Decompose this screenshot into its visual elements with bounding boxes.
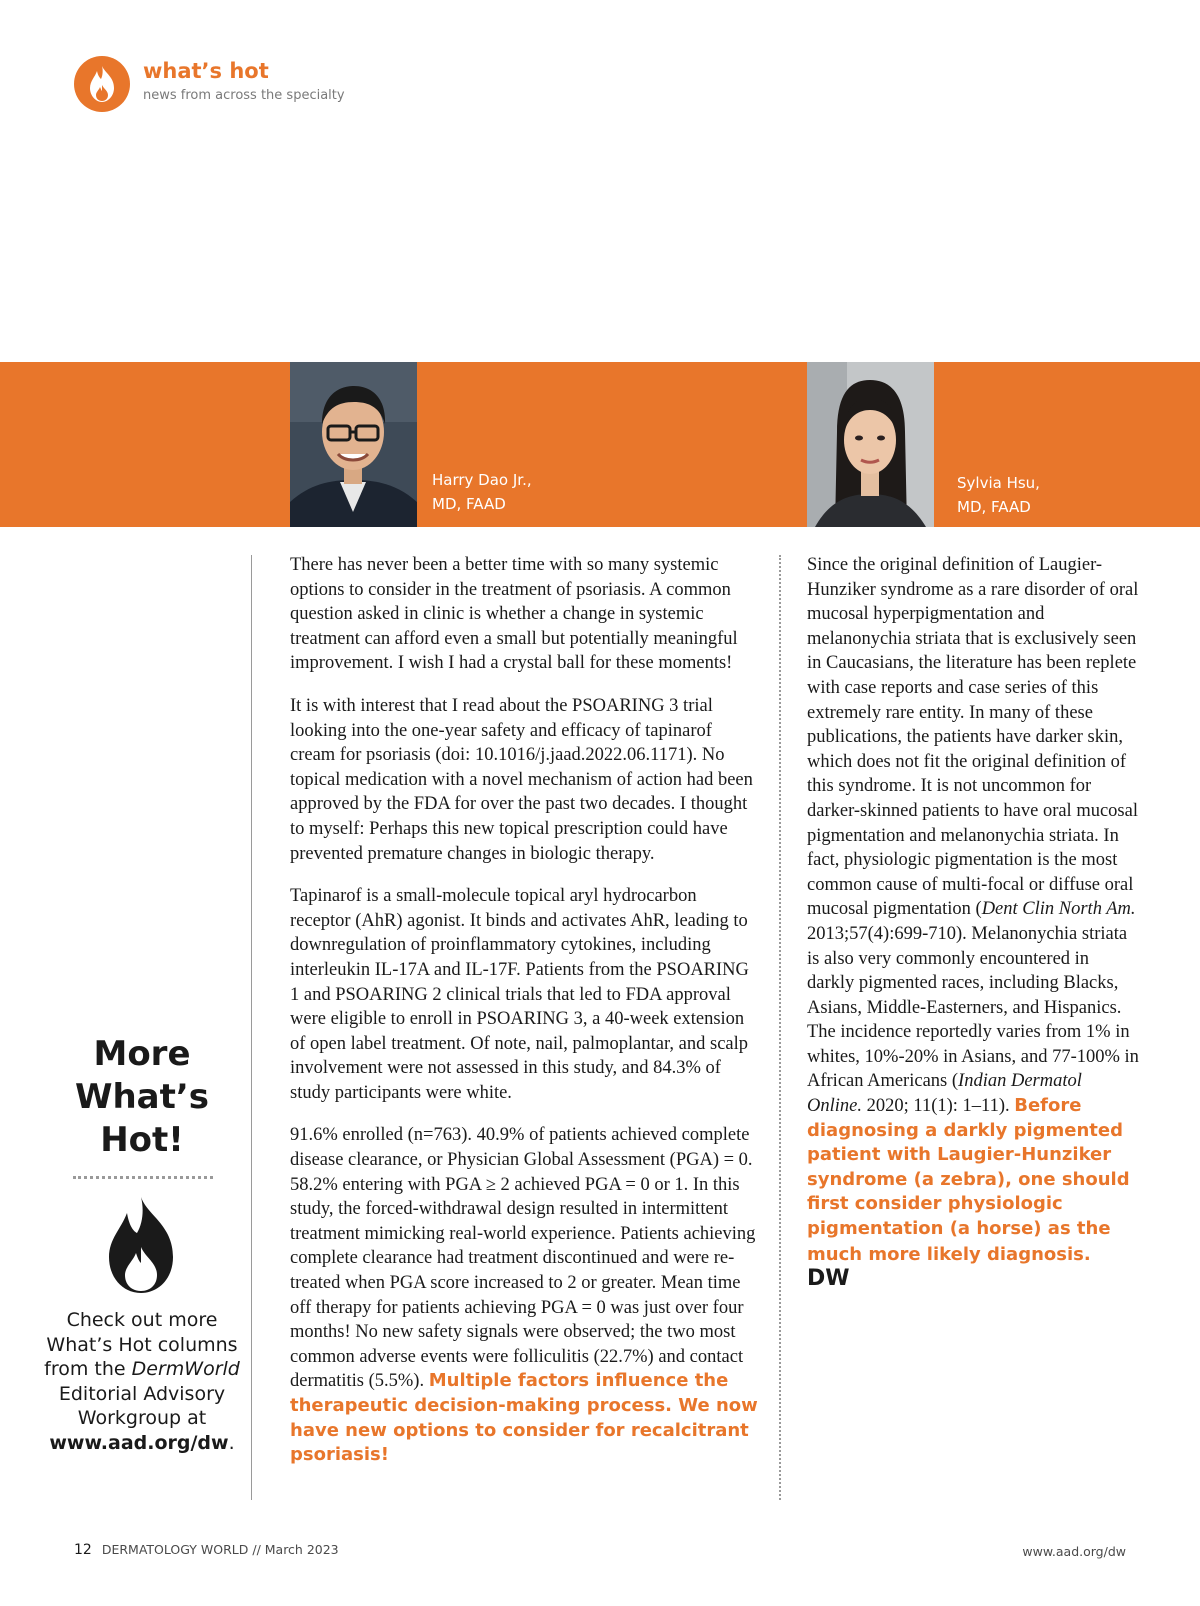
highlight-text: Before diagnosing a darkly pigmented patient with Laugier-Hunziker syndrome (a zebra), one should first consider physiologic pigmentation (a horse) as the much more likely diagnosis. [807,1095,1130,1265]
column-divider [779,555,781,1500]
sidebar-divider [251,555,252,1500]
flame-logo-icon [74,56,130,112]
author-name-line: Harry Dao Jr., [432,471,532,489]
dotted-rule [73,1176,213,1179]
author-photo-dao [290,362,417,527]
citation: Indian Dermatol Online. [807,1071,1082,1117]
article-column-dao [290,553,758,1486]
page-number: 12 [74,1542,92,1558]
paragraph: Since the original definition of Laugier-Hunziker syndrome as a rare disorder of oral mucosal hyperpigmentation and melanonychia striata that is exclusively seen in Caucasians, the literature has been replete with case reports and case series of this extremely rare entity. In many of these publications, the patients have darker skin, which does not fit the original definition of this syndrome. It is not uncommon for darker-skinned patients to have oral mucosal pigmentation and melanonychia striata. In fact, physiologic pigmentation is the most common cause of multi-focal or diffuse oral mucosal pigmentation (Dent Clin North Am. 2013;57(4):699-710). Melanonychia striata is also very commonly encountered in darkly pigmented races, including Blacks, Asians, Middle-Easterners, and Hispanics. The incidence reportedly varies from 1% in whites, 10%-20% in Asians, and 77-100% in African Americans (Indian Dermatol Online. 2020; 11(1): 1–11). Before diagnosing a darkly pigmented patient with Laugier-Hunziker syndrome (a zebra), one should first consider physiologic pigmentation (a horse) as the much more likely diagnosis. DW [807,555,1139,1292]
sidebar-title-line: What’s [74,1077,210,1117]
author-photo-hsu [807,362,934,527]
article-column-hsu [807,553,1139,1311]
author-credentials: MD, FAAD [957,498,1031,516]
paragraph: 91.6% enrolled (n=763). 40.9% of patients achieved complete disease clearance, or Physician Global Assessment (PGA) = 0. 58.2% entering with PGA ≥ 2 achieved PGA = 0 or 1. In this study, the forced-withdrawal design resulted in intermittent treatment mimicking real-world experience. Patients achieving complete clearance had treatment discontinued and were re-treated when PGA score increased to 2 or greater. Mean time off therapy for patients achieving PGA = 0 was just over four months! No new safety signals were observed; the two most common adverse events were folliculitis (22.7%) and contact dermatitis (5.5%). Multiple factors influence the therapeutic decision-making process. We now have new options to consider for recalcitrant psoriasis! [290,1125,758,1466]
sidebar-title-line: More [93,1034,191,1074]
author-name-hsu [957,471,1040,519]
sidebar-title [42,1033,242,1162]
signoff-mark: DW [807,1266,850,1292]
flame-icon [101,1195,181,1295]
citation: Dent Clin North Am. [981,899,1136,920]
footer-url[interactable]: www.aad.org/dw [1022,1544,1126,1559]
highlight-text: Multiple factors influence the therapeutic decision-making process. We now have new options to consider for recalcitrant psoriasis! [290,1370,758,1466]
sidebar-title-line: Hot! [100,1120,184,1160]
section-title: what’s hot [143,59,269,83]
promo-link[interactable]: www.aad.org/dw [49,1431,229,1454]
flame-icon [88,65,116,103]
author-credentials: MD, FAAD [432,495,506,513]
paragraph: It is with interest that I read about the PSOARING 3 trial looking into the one-year safety and efficacy of tapinarof cream for psoriasis (doi: 10.1016/j.jaad.2022.06.1171). No topical medication with a novel mechanism of action had been approved by the FDA for over the past two decades. I thought to myself: Perhaps this new topical prescription could have prevented premature changes in biologic therapy. [290,695,753,864]
sidebar-promo: Check out more What’s Hot columns from the DermWorld Editorial Advisory Workgroup at www.aad.org/dw. [44,1309,240,1454]
paragraph: Tapinarof is a small-molecule topical aryl hydrocarbon receptor (AhR) agonist. It binds and activates AhR, leading to downregulation of proinflammatory cytokines, including interleukin IL-17A and IL-17F. Patients from the PSOARING 1 and PSOARING 2 clinical trials that led to FDA approval were eligible to enroll in PSOARING 3, a 40-week extension of open label treatment. Of note, nail, palmoplantar, and scalp involvement were not assessed in this study, and 84.3% of study participants were white. [290,886,749,1103]
author-name-dao [432,468,532,516]
footer-left [74,1542,339,1558]
paragraph: There has never been a better time with so many systemic options to consider in the treatment of psoriasis. A common question asked in clinic is whether a change in systemic treatment can afford even a small but potentially meaningful improvement. I wish I had a crystal ball for these moments! [290,555,738,674]
publication-line: DERMATOLOGY WORLD // March 2023 [101,1542,339,1557]
author-name-line: Sylvia Hsu, [957,474,1040,492]
section-subtitle: news from across the specialty [143,88,345,103]
